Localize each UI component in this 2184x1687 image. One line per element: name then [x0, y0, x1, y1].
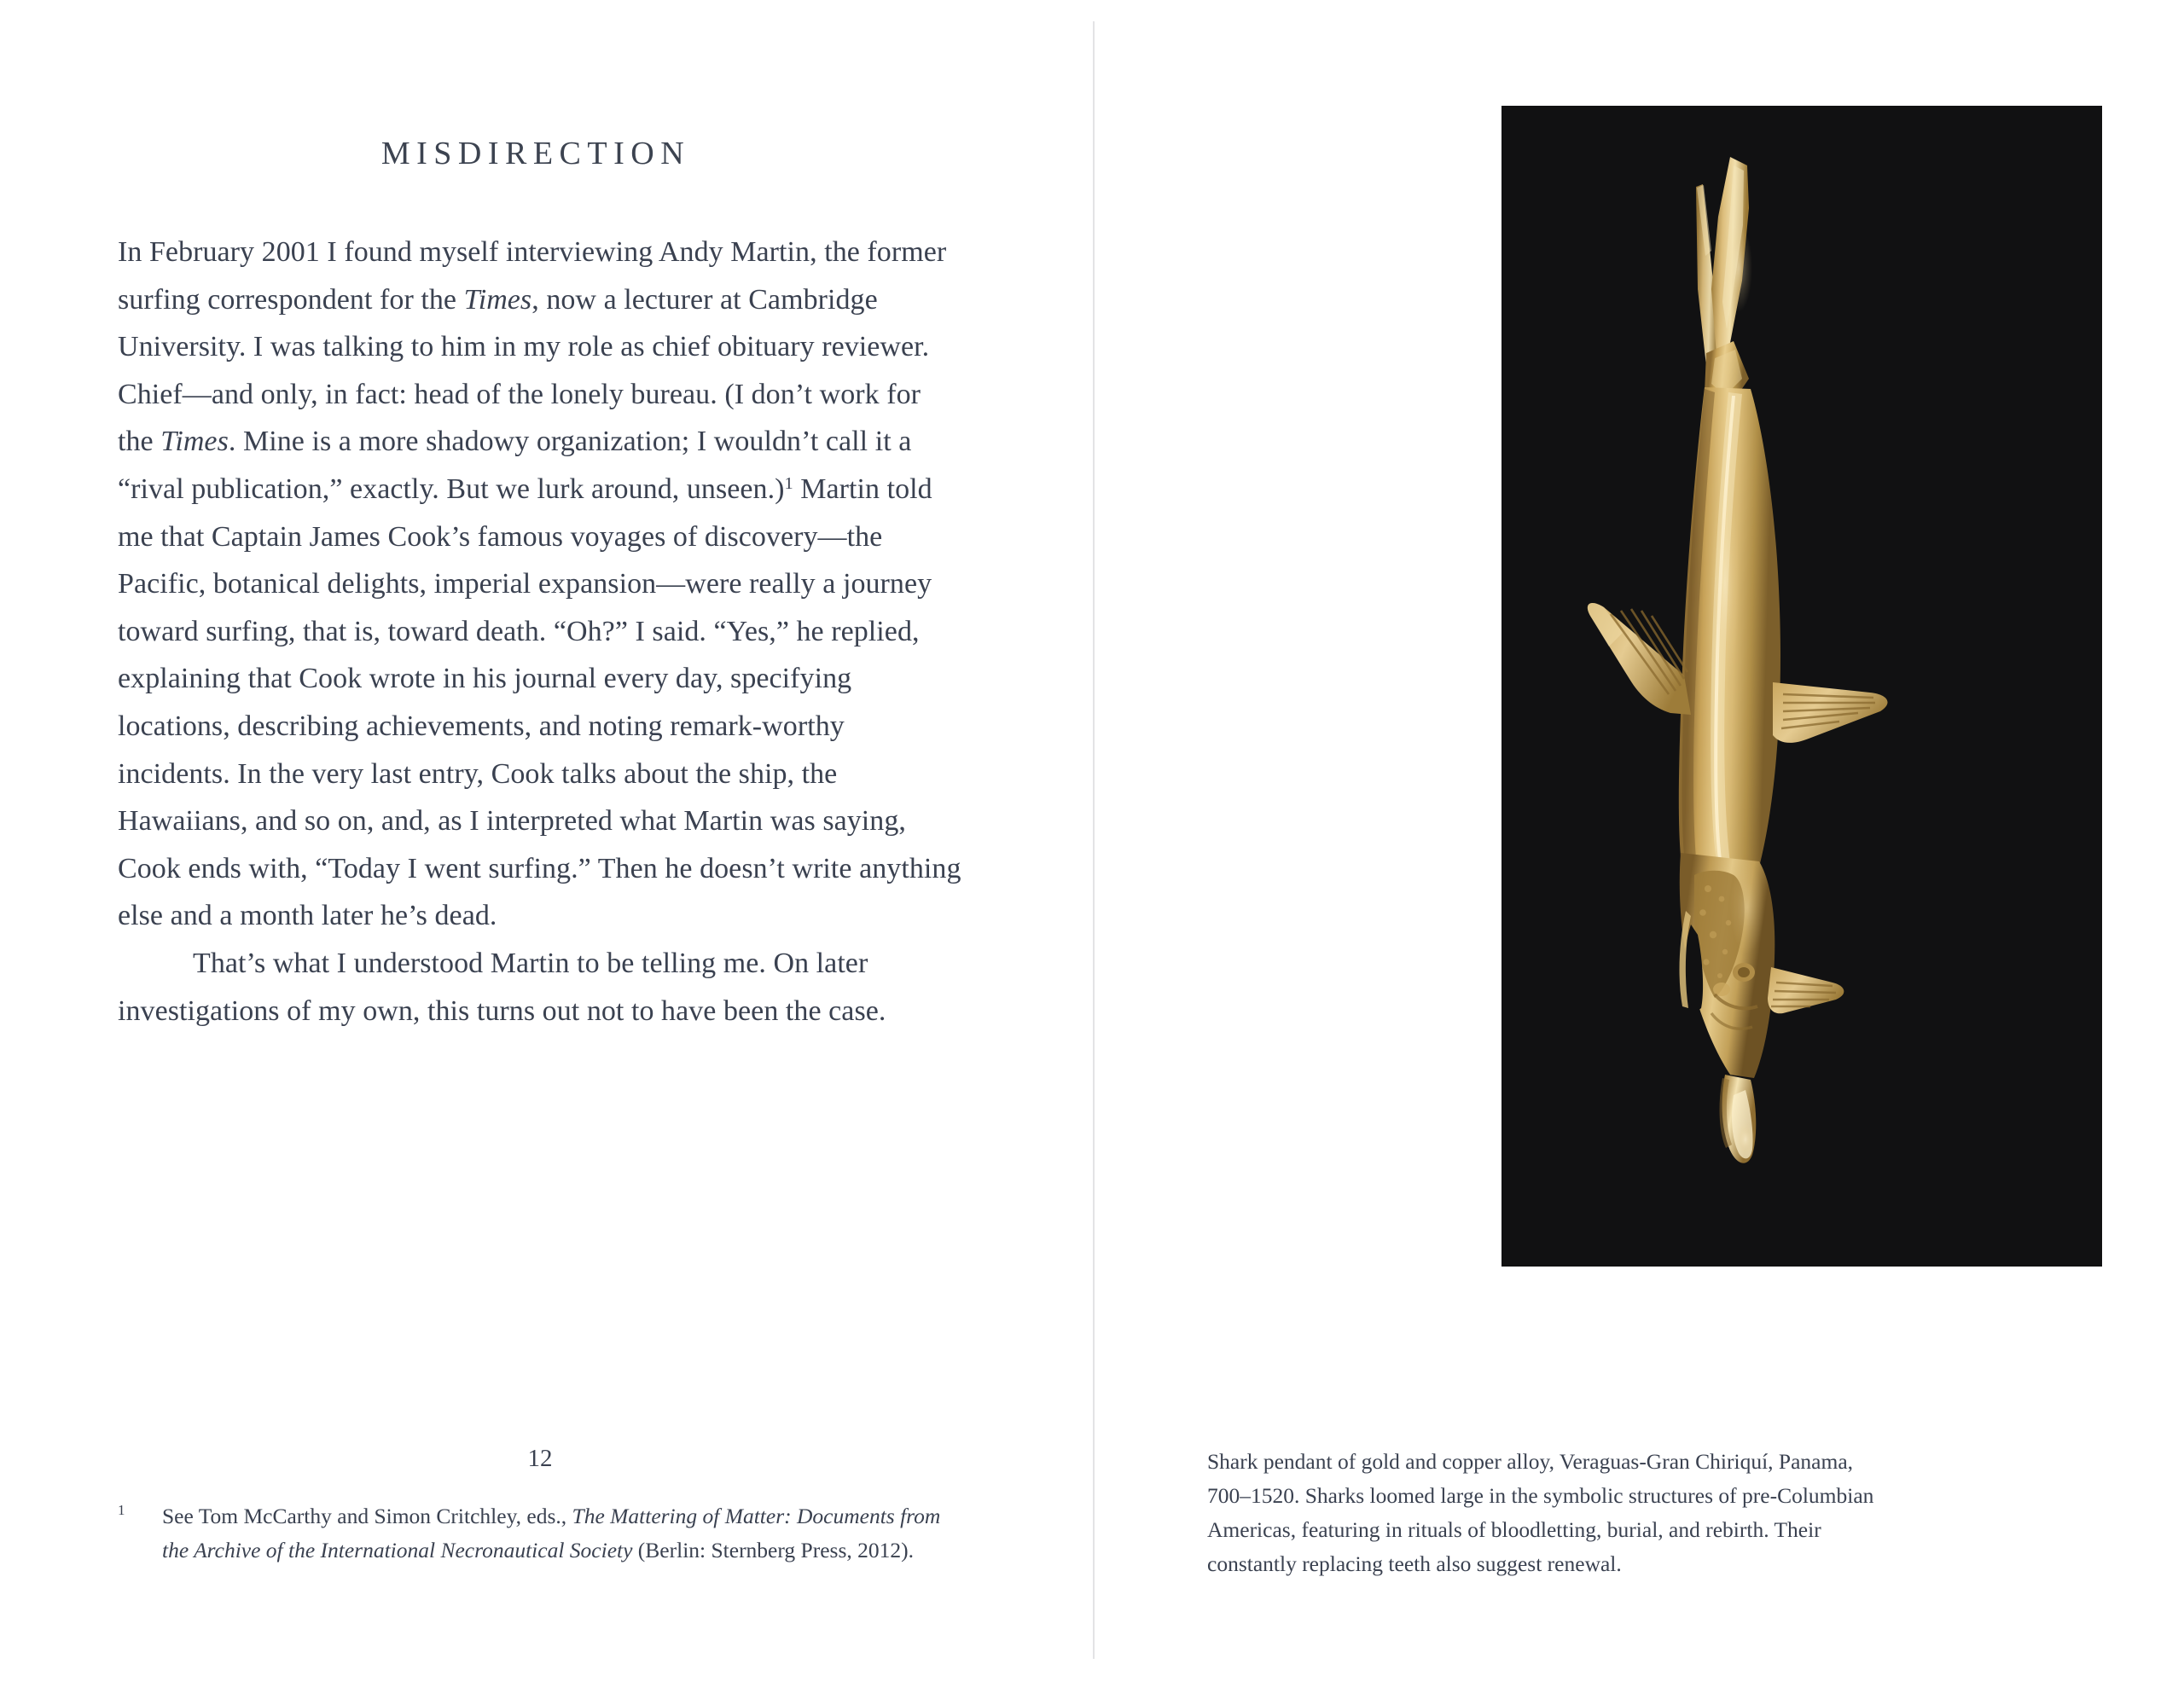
text-run: See Tom McCarthy and Simon Critchley, eds.,	[162, 1504, 572, 1528]
text-run: In February 2001 I found myself interviewing Andy Martin, the former surfing correspondent for the	[118, 236, 947, 316]
page-number: 12	[527, 1445, 553, 1472]
chapter-title: MISDIRECTION	[380, 136, 691, 171]
text-run: . Mine is a more shadowy organization; I wouldn’t call it a “rival publication,” exactly. But we lurk around, unseen.)	[118, 426, 912, 505]
body-text-column	[118, 229, 962, 1035]
italic-run: Times	[463, 283, 532, 316]
image-caption: Shark pendant of gold and copper alloy, Veraguas-Gran Chiriquí, Panama, 700–1520. Sharks loomed large in the symbolic structures of pre-Columbian Americas, featuring in rituals of bloodletting, burial, and rebirth. Their constantly replacing teeth also suggest renewal.	[1207, 1449, 1874, 1576]
italic-run: The Mattering of Matter: Documents from the Archive of the International Necronautical Society	[162, 1504, 941, 1562]
text-run: That’s what I understood Martin to be telling me. On later investigations of my own, this turns out not to have been the case.	[118, 947, 886, 1027]
body-paragraph-2	[118, 940, 962, 1035]
footnote-text	[162, 1504, 940, 1562]
footnote-row	[118, 1499, 971, 1568]
footnote-reference[interactable]: 1	[784, 473, 793, 493]
text-run: , now a lecturer at Cambridge University. I was talking to him in my role as chief obituary reviewer. Chief—and only, in fact: head of the lonely bureau. (I don’t work for the	[118, 283, 930, 458]
body-paragraph-1	[118, 229, 962, 940]
shark-pendant-image	[1502, 106, 2102, 1267]
footnote-marker: 1	[118, 1502, 125, 1518]
text-run: Martin told me that Captain James Cook’s famous voyages of discovery—the Pacific, botanical delights, imperial expansion—were really a journey toward surfing, that is, toward death. “Oh?” I said. “Yes,” he replied, explaining that Cook wrote in his journal every day, specifying locations, describing achievements, and noting remark-worthy incidents. In the very last entry, Cook talks about the ship, the Hawaiians, and so on, and, as I interpreted what Martin was saying, Cook ends with, “Today I went surfing.” Then he doesn’t write anything else and a month later he’s dead.	[118, 472, 961, 932]
recto-page	[1095, 0, 2184, 1687]
italic-run: Times	[160, 426, 229, 458]
text-run: (Berlin: Sternberg Press, 2012).	[632, 1538, 914, 1562]
footnote-block	[118, 1499, 971, 1568]
